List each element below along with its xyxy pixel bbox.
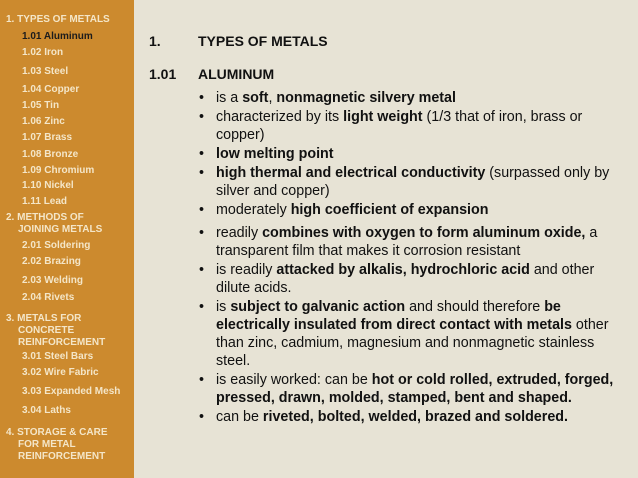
bullet-bold-text: subject to galvanic action: [230, 299, 406, 315]
nav-item-brass[interactable]: 1.07 Brass: [22, 132, 73, 143]
nav-item-brazing[interactable]: 2.02 Brazing: [22, 256, 81, 267]
bullet-item: [198, 371, 628, 407]
bullet-text: is readily: [216, 262, 277, 278]
nav-item-tin[interactable]: 1.05 Tin: [22, 100, 60, 111]
bullet-bold-text: soft: [242, 90, 269, 106]
nav-section-metals-for-concrete[interactable]: 3. METALS FOR: [6, 313, 82, 324]
nav-section-storage-care[interactable]: 4. STORAGE & CARE: [6, 427, 108, 438]
nav-item-steel[interactable]: 1.03 Steel: [22, 66, 69, 77]
nav-item-bronze[interactable]: 1.08 Bronze: [22, 149, 79, 160]
nav-section-methods-of-joining[interactable]: 2. METHODS OF: [6, 212, 84, 223]
bullet-bold-text: riveted, bolted, welded, brazed and soldered.: [262, 409, 568, 425]
bullet-item: [198, 224, 628, 260]
nav-item-chromium[interactable]: 1.09 Chromium: [22, 165, 95, 176]
nav-item-zinc[interactable]: 1.06 Zinc: [22, 116, 65, 127]
nav-section-metals-for-concrete-line3[interactable]: REINFORCEMENT: [18, 337, 106, 348]
section-number: 1.: [149, 33, 161, 49]
subsection-number: 1.01: [149, 66, 177, 82]
bullet-bold-text: nonmagnetic silvery metal: [276, 90, 456, 106]
bullet-text: and should therefore: [405, 299, 545, 315]
nav-section-storage-care-line2[interactable]: FOR METAL: [18, 439, 76, 450]
nav-section-metals-for-concrete-line2[interactable]: CONCRETE: [18, 325, 75, 336]
nav-item-steel-bars[interactable]: 3.01 Steel Bars: [22, 351, 94, 362]
nav-item-iron[interactable]: 1.02 Iron: [22, 47, 64, 58]
bullet-bold-text: low melting point: [216, 146, 334, 162]
bullet-text: characterized by its: [216, 109, 344, 125]
bullet-item: [198, 261, 628, 297]
bullet-text: readily: [216, 225, 263, 241]
bullet-text: and other dilute acids.: [216, 262, 595, 296]
nav-item-welding[interactable]: 2.03 Welding: [22, 275, 83, 286]
nav-section-types-of-metals[interactable]: 1. TYPES OF METALS: [6, 14, 110, 25]
bullet-text: can be: [216, 409, 263, 425]
sidebar-nav: [0, 0, 134, 478]
bullet-text: (surpassed only by silver and copper): [216, 165, 610, 199]
bullet-text: other than zinc, cadmium, magnesium and nonmagnetic stainless steel.: [216, 317, 609, 369]
bullet-bold-text: combines with oxygen to form aluminum oxide,: [262, 225, 586, 241]
bullet-item: [198, 201, 628, 219]
bullet-text: ,: [268, 90, 277, 106]
nav-item-lead[interactable]: 1.11 Lead: [22, 196, 68, 207]
bullet-text: is easily worked: can be: [216, 372, 372, 388]
bullet-item: [198, 164, 628, 200]
nav-item-rivets[interactable]: 2.04 Rivets: [22, 292, 75, 303]
bullet-bold-text: light weight: [343, 109, 423, 125]
section-title: TYPES OF METALS: [198, 33, 328, 49]
bullet-item: [198, 108, 628, 144]
bullet-bold-text: high thermal and electrical conductivity: [216, 165, 486, 181]
bullet-text: a transparent film that makes it corrosion resistant: [216, 225, 598, 259]
bullet-bold-text: attacked by alkalis, hydrochloric acid: [276, 262, 530, 278]
bullet-bold-text: high coefficient of expansion: [290, 202, 489, 218]
nav-item-expanded-mesh[interactable]: 3.03 Expanded Mesh: [22, 386, 121, 397]
nav-item-soldering[interactable]: 2.01 Soldering: [22, 240, 91, 251]
bullet-text: is a: [216, 90, 243, 106]
bullet-bold-text: hot or cold rolled, extruded, forged, pressed, drawn, molded, stamped, bent and shaped.: [216, 372, 614, 406]
bullet-text: is: [216, 299, 231, 315]
nav-item-aluminum[interactable]: 1.01 Aluminum: [22, 31, 93, 42]
nav-item-laths[interactable]: 3.04 Laths: [22, 405, 71, 416]
nav-item-nickel[interactable]: 1.10 Nickel: [22, 180, 74, 191]
bullet-bold-text: be electrically insulated from direct contact with metals: [216, 299, 572, 333]
nav-section-storage-care-line3[interactable]: REINFORCEMENT: [18, 451, 106, 462]
bullet-list: [198, 89, 628, 427]
nav-section-methods-of-joining-line2[interactable]: JOINING METALS: [18, 224, 103, 235]
bullet-item: [198, 298, 628, 370]
nav-item-copper[interactable]: 1.04 Copper: [22, 84, 80, 95]
bullet-item: [198, 89, 628, 107]
nav-item-wire-fabric[interactable]: 3.02 Wire Fabric: [22, 367, 99, 378]
bullet-item: [198, 408, 628, 426]
subsection-title: ALUMINUM: [198, 66, 275, 82]
bullet-text: moderately: [216, 202, 291, 218]
bullet-item: [198, 145, 628, 163]
bullet-text: (1/3 that of iron, brass or copper): [216, 109, 583, 143]
